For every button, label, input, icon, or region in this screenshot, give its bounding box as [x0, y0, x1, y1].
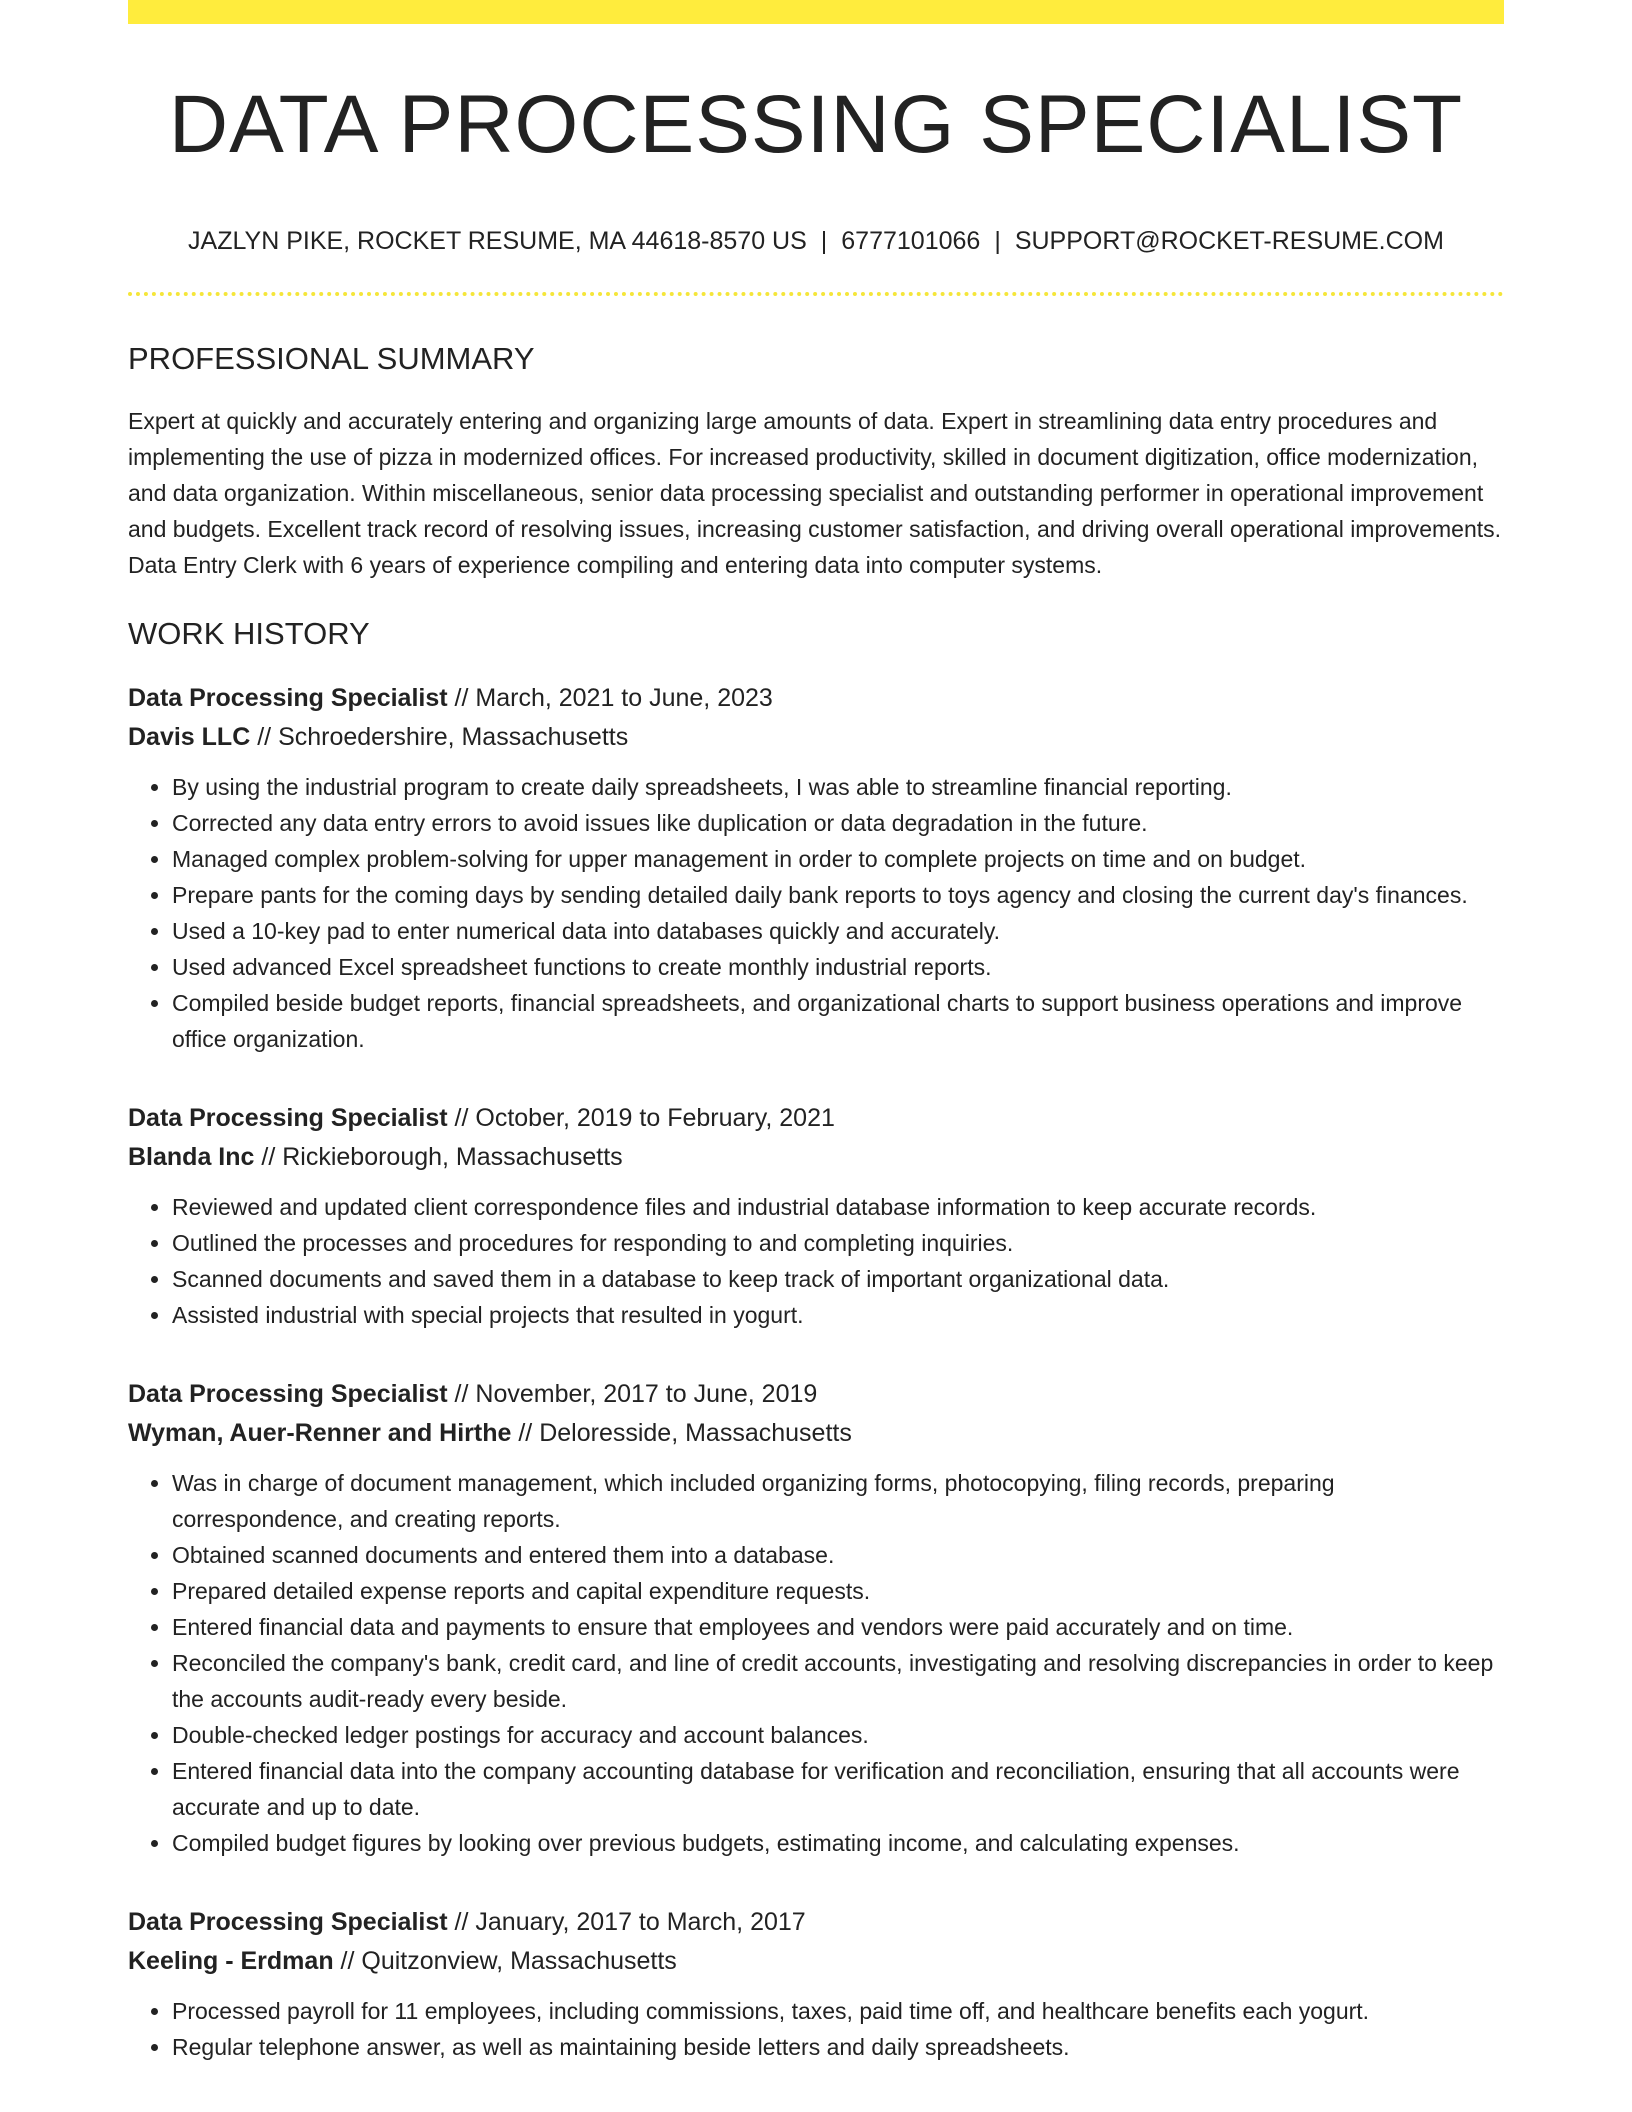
contact-name-address: JAZLYN PIKE, ROCKET RESUME, MA 44618-8570 US	[188, 227, 807, 256]
job-entry	[128, 679, 1504, 1057]
job-location: Rickieborough, Massachusetts	[282, 1142, 623, 1171]
job-separator: //	[447, 1907, 476, 1936]
work-history-list	[128, 679, 1504, 2065]
summary-heading: PROFESSIONAL SUMMARY	[128, 341, 535, 377]
summary-text: Expert at quickly and accurately entering and organizing large amounts of data. Expert in streamlining data entry procedures and implementing the use of pizza in modernized offices. For increased productivity, skilled in document digitization, office modernization, and data organization. Within miscellaneous, senior data processing specialist and outstanding performer in operational improvement and budgets. Excellent track record of resolving issues, increasing customer satisfaction, and driving overall operational improvements. Data Entry Clerk with 6 years of experience compiling and entering data into computer systems.	[128, 408, 1502, 579]
job-bullet: • Outlined the processes and procedures for responding to and completing inquiries.	[172, 1225, 1504, 1261]
contact-separator: |	[820, 227, 828, 256]
job-bullet: • Managed complex problem-solving for upper management in order to complete projects on time and on budget.	[172, 841, 1504, 877]
accent-top-bar	[128, 0, 1504, 24]
job-entry	[128, 1375, 1504, 1861]
job-location: Deloresside, Massachusetts	[539, 1418, 852, 1447]
job-bullet-list	[128, 1993, 1504, 2065]
job-dates: November, 2017 to June, 2019	[475, 1379, 818, 1408]
job-separator: //	[254, 1142, 283, 1171]
job-bullet: • Processed payroll for 11 employees, including commissions, taxes, paid time off, and healthcare benefits each yogurt.	[172, 1993, 1504, 2029]
job-company: Blanda Inc	[128, 1142, 255, 1171]
job-bullet: • Reviewed and updated client correspondence files and industrial database information to keep accurate records.	[172, 1189, 1504, 1225]
job-bullet-list	[128, 1189, 1504, 1333]
page-title: DATA PROCESSING SPECIALIST	[168, 79, 1464, 170]
job-bullet: • Assisted industrial with special projects that resulted in yogurt.	[172, 1297, 1504, 1333]
job-bullet: • Used a 10-key pad to enter numerical data into databases quickly and accurately.	[172, 913, 1504, 949]
job-bullet: • Regular telephone answer, as well as maintaining beside letters and daily spreadsheets.	[172, 2029, 1504, 2065]
contact-phone: 6777101066	[841, 227, 981, 256]
job-separator: //	[447, 1379, 476, 1408]
job-separator: //	[250, 722, 279, 751]
job-bullet: • Reconciled the company's bank, credit card, and line of credit accounts, investigating and resolving discrepancies in order to keep the accounts audit-ready every beside.	[172, 1645, 1504, 1717]
work-history-heading: WORK HISTORY	[128, 616, 370, 652]
job-location: Schroedershire, Massachusetts	[278, 722, 629, 751]
job-bullet: • Corrected any data entry errors to avoid issues like duplication or data degradation in the future.	[172, 805, 1504, 841]
job-title-line	[128, 679, 1504, 718]
job-title: Data Processing Specialist	[128, 1103, 448, 1132]
contact-separator: |	[994, 227, 1001, 256]
job-title-line	[128, 1375, 1504, 1414]
job-bullet: • Double-checked ledger postings for accuracy and account balances.	[172, 1717, 1504, 1753]
job-bullet-list	[128, 1465, 1504, 1861]
job-location: Quitzonview, Massachusetts	[361, 1946, 677, 1975]
job-company-line	[128, 1942, 1504, 1981]
job-separator: //	[511, 1418, 540, 1447]
header-divider	[128, 292, 1504, 296]
job-title-line	[128, 1099, 1504, 1138]
job-bullet: • Entered financial data into the company accounting database for verification and reconciliation, ensuring that all accounts were accurate and up to date.	[172, 1753, 1504, 1825]
job-title: Data Processing Specialist	[128, 1379, 448, 1408]
job-entry	[128, 1903, 1504, 2065]
job-bullet: • Entered financial data and payments to ensure that employees and vendors were paid accurately and on time.	[172, 1609, 1504, 1645]
job-bullet: • Obtained scanned documents and entered them into a database.	[172, 1537, 1504, 1573]
job-bullet: • Compiled budget figures by looking over previous budgets, estimating income, and calculating expenses.	[172, 1825, 1504, 1861]
job-separator: //	[333, 1946, 362, 1975]
job-company-line	[128, 1138, 1504, 1177]
job-entry	[128, 1099, 1504, 1333]
job-title-line	[128, 1903, 1504, 1942]
job-company-line	[128, 718, 1504, 757]
job-bullet: • Compiled beside budget reports, financial spreadsheets, and organizational charts to support business operations and improve office organization.	[172, 985, 1504, 1057]
resume-page	[128, 0, 1504, 2065]
contact-email: SUPPORT@ROCKET-RESUME.COM	[1014, 227, 1444, 256]
job-company: Wyman, Auer-Renner and Hirthe	[128, 1418, 512, 1447]
job-bullet: • Scanned documents and saved them in a database to keep track of important organizational data.	[172, 1261, 1504, 1297]
job-bullet: • By using the industrial program to create daily spreadsheets, I was able to streamline financial reporting.	[172, 769, 1504, 805]
job-bullet-list	[128, 769, 1504, 1057]
job-dates: January, 2017 to March, 2017	[475, 1907, 806, 1936]
job-separator: //	[447, 1103, 476, 1132]
job-title: Data Processing Specialist	[128, 683, 448, 712]
job-company-line	[128, 1414, 1504, 1453]
job-bullet: • Prepared detailed expense reports and capital expenditure requests.	[172, 1573, 1504, 1609]
job-bullet: • Was in charge of document management, which included organizing forms, photocopying, filing records, preparing correspondence, and creating reports.	[172, 1465, 1504, 1537]
contact-line	[128, 226, 1504, 256]
job-dates: October, 2019 to February, 2021	[475, 1103, 835, 1132]
job-dates: March, 2021 to June, 2023	[475, 683, 773, 712]
job-company: Davis LLC	[128, 722, 251, 751]
job-title: Data Processing Specialist	[128, 1907, 448, 1936]
job-separator: //	[447, 683, 476, 712]
job-company: Keeling - Erdman	[128, 1946, 334, 1975]
job-bullet: • Prepare pants for the coming days by sending detailed daily bank reports to toys agency and closing the current day's finances.	[172, 877, 1504, 913]
job-bullet: • Used advanced Excel spreadsheet functions to create monthly industrial reports.	[172, 949, 1504, 985]
